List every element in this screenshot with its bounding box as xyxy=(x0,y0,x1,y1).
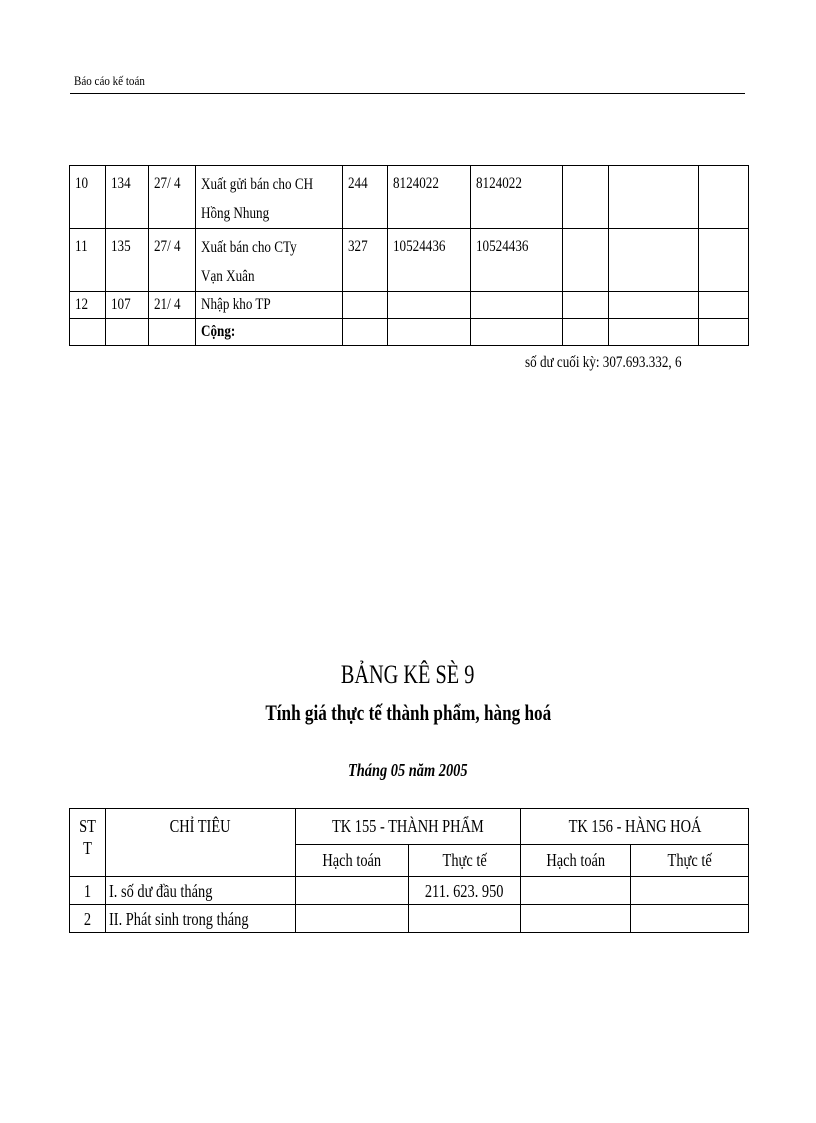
document-title: BẢNG KÊ SÈ 9 xyxy=(341,660,475,689)
voucher-number: 107 xyxy=(110,296,131,313)
row-stt: 1 xyxy=(83,881,92,901)
closing-balance: số dư cuối kỳ: 307.693.332, 6 xyxy=(525,354,682,371)
row-indicator: II. Phát sinh trong tháng xyxy=(109,909,249,929)
row-number: 11 xyxy=(75,238,88,255)
row-indicator: I. số dư đầu tháng xyxy=(109,881,213,901)
tk155-thuc-te-cell: 211. 623. 950 xyxy=(425,881,504,901)
tk155-thuc-te-header: Thực tế xyxy=(442,850,487,870)
amount-planned: 8124022 xyxy=(393,175,440,192)
quantity: 327 xyxy=(347,238,368,255)
empty-cell xyxy=(388,319,471,346)
empty-cell xyxy=(470,292,562,319)
table-row xyxy=(70,877,749,905)
summary-table xyxy=(69,808,749,933)
total-label: Cộng: xyxy=(201,323,236,340)
tk155-thuc-te-cell xyxy=(409,905,521,933)
tk155-header: TK 155 - THÀNH PHẨM xyxy=(332,816,484,836)
voucher-date: 27/ 4 xyxy=(154,175,181,192)
empty-cell xyxy=(608,166,698,229)
voucher-number: 135 xyxy=(110,238,131,255)
empty-cell xyxy=(342,319,388,346)
empty-cell xyxy=(608,229,698,292)
table-row xyxy=(70,166,749,229)
empty-cell xyxy=(608,292,698,319)
tk156-hach-toan-cell xyxy=(521,905,631,933)
amount-actual: 10524436 xyxy=(475,238,529,255)
empty-cell xyxy=(149,319,196,346)
document-period: Tháng 05 năm 2005 xyxy=(348,760,468,780)
empty-cell xyxy=(698,229,748,292)
report-header-title: Báo cáo kế toán xyxy=(74,73,145,88)
description-line1: Xuất bán cho CTy xyxy=(201,239,297,256)
stt-header-line1: ST xyxy=(79,816,96,836)
tk156-thuc-te-cell xyxy=(631,905,749,933)
amount-actual: 8124022 xyxy=(475,175,522,192)
header-divider xyxy=(70,93,745,94)
tk156-thuc-te-cell xyxy=(631,877,749,905)
indicator-header: CHỈ TIÊU xyxy=(170,816,231,836)
empty-cell xyxy=(470,319,562,346)
stt-header-line2: T xyxy=(83,838,92,858)
tk155-hach-toan-header: Hạch toán xyxy=(322,850,382,870)
empty-cell xyxy=(105,319,149,346)
description: Nhập kho TP xyxy=(201,296,271,313)
description-line2: Hồng Nhung xyxy=(201,205,270,222)
amount-planned: 10524436 xyxy=(393,238,446,255)
empty-cell xyxy=(563,166,609,229)
empty-cell xyxy=(70,319,106,346)
empty-cell xyxy=(388,292,471,319)
table-row xyxy=(70,292,749,319)
empty-cell xyxy=(563,229,609,292)
empty-cell xyxy=(342,292,388,319)
tk155-hach-toan-cell xyxy=(296,905,409,933)
table-row-total xyxy=(70,319,749,346)
empty-cell xyxy=(563,292,609,319)
voucher-date: 21/ 4 xyxy=(154,296,181,313)
empty-cell xyxy=(563,319,609,346)
description-line2: Vạn Xuân xyxy=(201,268,255,285)
row-number: 12 xyxy=(75,296,89,313)
voucher-number: 134 xyxy=(110,175,131,192)
ledger-table xyxy=(69,165,749,346)
tk156-thuc-te-header: Thực tế xyxy=(667,850,712,870)
empty-cell xyxy=(698,319,748,346)
tk156-header: TK 156 - HÀNG HOÁ xyxy=(568,816,701,836)
voucher-date: 27/ 4 xyxy=(154,238,181,255)
table-header-row xyxy=(70,809,749,845)
tk156-hach-toan-header: Hạch toán xyxy=(546,850,605,870)
description-line1: Xuất gửi bán cho CH xyxy=(201,176,314,193)
tk156-hach-toan-cell xyxy=(521,877,631,905)
empty-cell xyxy=(608,319,698,346)
empty-cell xyxy=(698,292,748,319)
document-subtitle: Tính giá thực tế thành phẩm, hàng hoá xyxy=(265,700,551,725)
table-row xyxy=(70,229,749,292)
row-number: 10 xyxy=(75,175,89,192)
quantity: 244 xyxy=(347,175,368,192)
table-row xyxy=(70,905,749,933)
tk155-hach-toan-cell xyxy=(296,877,409,905)
row-stt: 2 xyxy=(83,909,92,929)
empty-cell xyxy=(698,166,748,229)
